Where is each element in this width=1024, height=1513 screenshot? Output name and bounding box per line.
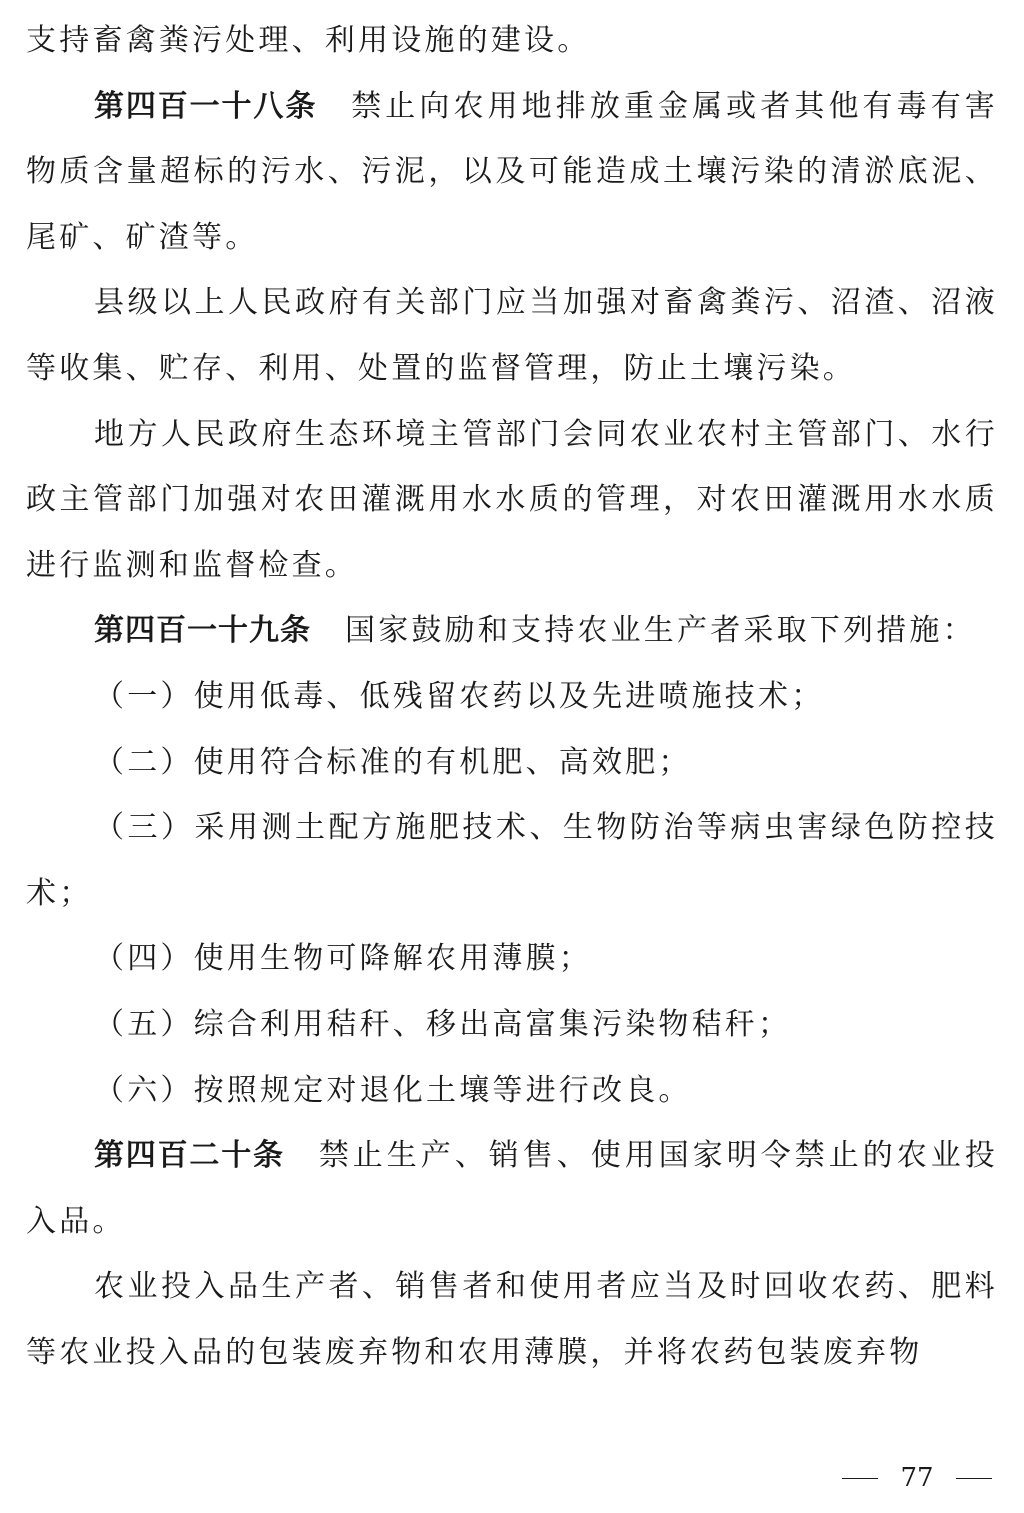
paragraph-text: 支持畜禽粪污处理、利用设施的建设。 — [26, 23, 591, 58]
list-item-text: （五）综合利用秸秆、移出高富集污染物秸秆； — [94, 1006, 792, 1042]
paragraph-text: 禁止向农用地排放重金属或者其他有毒有害物质含量超标的污水、污泥，以及可能造成土壤污染的清淤底泥、尾矿、矿渣等。 — [26, 88, 998, 255]
page-number: 77 — [900, 1463, 934, 1493]
article-number: 第四百一十九条 — [94, 613, 311, 649]
paragraph-text: 农业投入品生产者、销售者和使用者应当及时回收农药、肥料等农业投入品的包装废弃物和农用薄膜，并将农药包装废弃物 — [26, 1269, 998, 1370]
list-item-text: （三）采用测土配方施肥技术、生物防治等病虫害绿色防控技术； — [26, 810, 998, 911]
footer-dash-right — [956, 1478, 992, 1479]
list-item — [26, 664, 998, 730]
list-item-text: （一）使用低毒、低残留农药以及先进喷施技术； — [94, 678, 825, 714]
document-body — [26, 8, 998, 1385]
paragraph-text: 县级以上人民政府有关部门应当加强对畜禽粪污、沼渣、沼液等收集、贮存、利用、处置的监督管理，防止土壤污染。 — [26, 285, 998, 386]
list-item — [26, 730, 998, 796]
article-418-paragraph — [26, 74, 998, 271]
paragraph — [26, 270, 998, 401]
paragraph — [26, 402, 998, 599]
article-419-paragraph — [26, 598, 998, 664]
list-item-text: （四）使用生物可降解农用薄膜； — [94, 941, 592, 977]
paragraph — [26, 8, 998, 74]
list-item — [26, 926, 998, 992]
article-number: 第四百一十八条 — [94, 88, 318, 124]
page-footer — [0, 1458, 1024, 1498]
paragraph-text: 禁止生产、销售、使用国家明令禁止的农业投入品。 — [26, 1138, 999, 1239]
article-number: 第四百二十条 — [94, 1138, 285, 1174]
paragraph — [26, 1254, 998, 1385]
list-item-text: （六）按照规定对退化土壤等进行改良。 — [94, 1072, 692, 1108]
paragraph-text: 国家鼓励和支持农业生产者采取下列措施： — [345, 613, 976, 649]
paragraph-text: 地方人民政府生态环境主管部门会同农业农村主管部门、水行政主管部门加强对农田灌溉用水水质的管理，对农田灌溉用水水质进行监测和监督检查。 — [26, 416, 998, 583]
list-item — [26, 992, 998, 1058]
footer-dash-left — [842, 1478, 878, 1479]
list-item — [26, 1058, 998, 1124]
article-420-paragraph — [26, 1123, 998, 1254]
list-item-text: （二）使用符合标准的有机肥、高效肥； — [94, 744, 692, 780]
list-item — [26, 795, 998, 926]
